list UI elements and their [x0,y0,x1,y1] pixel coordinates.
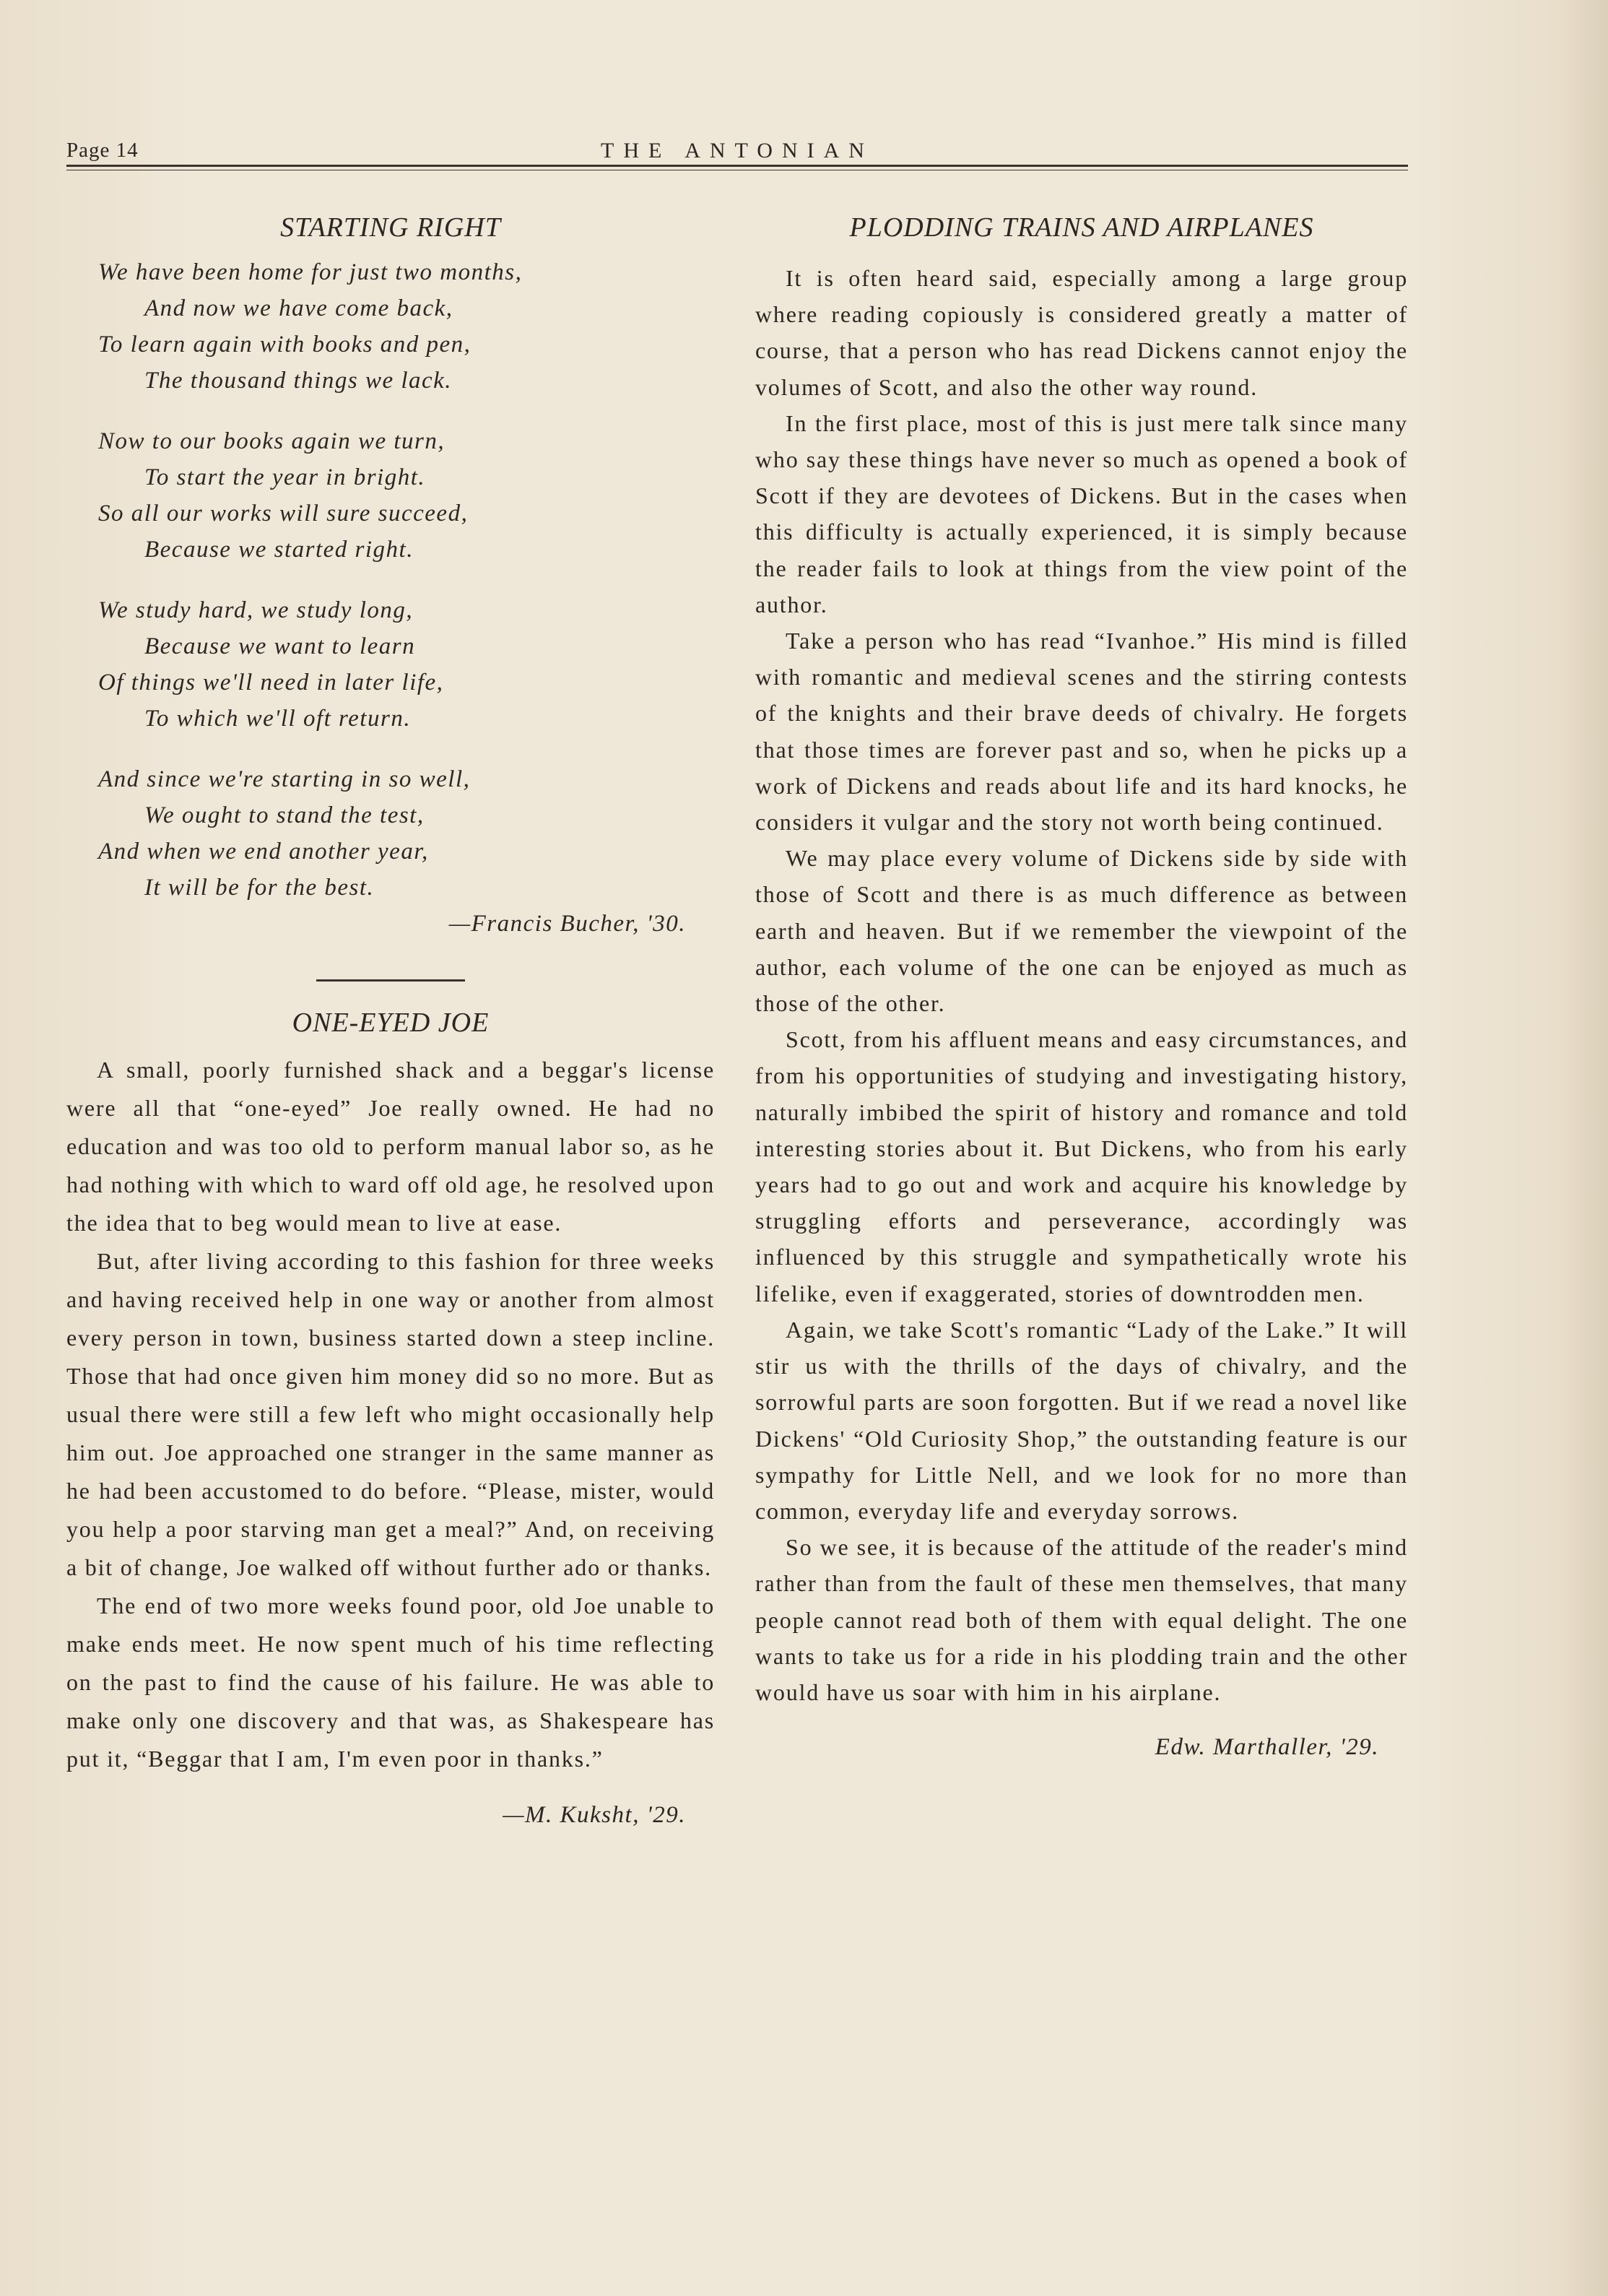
essay-paragraph: Take a person who has read “Ivanhoe.” His mind is filled with romantic and medieval scenes and the stirring contests of the knights and their brave deeds of chivalry. He forgets that those times are forever past and so, when he picks up a work of Dickens and reads about life and its hard knocks, he considers it vulgar and the story not worth being continued. [755,628,1408,836]
poem-line: Of things we'll need in later life, [98,670,444,696]
essay-title: PLODDING TRAINS AND AIRPLANES [849,212,1314,243]
poem-line: The thousand things we lack. [144,368,453,394]
poem-line: And now we have come back, [144,295,453,321]
poem-line: And when we end another year, [98,839,429,865]
page-number: Page 14 [66,139,139,162]
poem-stanza [66,592,715,737]
essay-paragraph: We may place every volume of Dickens side by side with those of Scott and there is as much difference as between earth and heaven. But if we remember the viewpoint of the author, each volume of the one can be enjoyed as much as those of the other. [755,845,1408,1017]
poem-line: So all our works will sure succeed, [98,501,469,527]
story-paragraph: The end of two more weeks found poor, old Joe unable to make ends meet. He now spent much of his time reflecting on the past to find the cause of his failure. He was able to make only one discovery and that was, as Shakespeare has put it, “Beggar that I am, I'm even poor in thanks.” [66,1593,715,1772]
poem-line: Now to our books again we turn, [98,428,446,454]
poem-line: Because we want to learn [144,633,416,659]
essay-paragraph: Again, we take Scott's romantic “Lady of the Lake.” It will stir us with the thrills of the days of chivalry, and the sorrowful parts are soon forgotten. But if we read a novel like Dickens' “Old Curiosity Shop,” the outstanding feature is our sympathy for Little Nell, and we look for no more than common, everyday life and everyday sorrows. [755,1316,1408,1524]
poem-line: To learn again with books and pen, [98,332,471,358]
essay-paragraph: It is often heard said, especially among a large group where reading copiously is considered greatly a matter of course, that a person who has read Dickens cannot enjoy the volumes of Scott, and also the other way round. [755,265,1408,400]
right-column [755,209,1408,1765]
poem-line: It will be for the best. [144,875,375,901]
essay-author: Edw. Marthaller, '29. [1155,1734,1379,1761]
poem-line: We ought to stand the test, [144,802,425,828]
story-author: —M. Kuksht, '29. [503,1802,686,1828]
story-paragraph: But, after living according to this fashion for three weeks and having received help in one way or another from almost every person in town, business started down a steep incline. Those that had once given him money did so no more. But as usual there were still a few left who might occasionally help him out. Joe approached one stranger in the same manner as he had been accustomed to do before. “Please, mister, would you help a poor starving man get a meal?” And, on receiving a bit of change, Joe walked off without further ado or thanks. [66,1248,715,1580]
section-divider [316,979,465,982]
essay-paragraph: Scott, from his affluent means and easy circumstances, and from his opportunities of studying and investigating history, naturally imbibed the spirit of history and romance and told interesting stories about it. But Dickens, who from his early years had to go out and work and acquire his knowledge by struggling efforts and perseverance, accordingly was influenced by this struggle and sympathetically wrote his lifelike, even if exaggerated, stories of downtrodden men. [755,1026,1408,1307]
story-body [66,1051,715,1778]
page-header [66,139,1408,168]
poem-stanza [66,761,715,906]
poem-title: STARTING RIGHT [280,212,501,243]
poem-author: —Francis Bucher, '30. [448,911,686,937]
essay-paragraph: So we see, it is because of the attitude of the reader's mind rather than from the fault of these men themselves, that many people cannot read both of them with equal delight. The one wants to take us for a ride in his plodding train and the other would have us soar with him in his airplane. [755,1534,1408,1705]
essay-paragraph: In the first place, most of this is just mere talk since many who say these things have never so much as opened a book of Scott if they are devotees of Dickens. But in the cases when this difficulty is actually experienced, it is simply because the reader fails to look at things from the view point of the author. [755,410,1408,618]
story-paragraph: A small, poorly furnished shack and a beggar's license were all that “one-eyed” Joe really owned. He had no education and was too old to perform manual labor so, as he had nothing with which to ward off old age, he resolved upon the idea that to beg would mean to live at ease. [66,1057,715,1236]
poem-line: We have been home for just two months, [98,259,523,285]
poem-line: To which we'll oft return. [144,706,412,732]
header-rule-thick [66,165,1408,167]
publication-title: THE ANTONIAN [601,139,874,163]
poem [66,254,715,906]
poem-line: To start the year in bright. [144,464,426,490]
essay-body [755,260,1408,1710]
page-edge-shadow [1557,0,1608,2296]
poem-line: And since we're starting in so well, [98,766,471,792]
poem-stanza [66,423,715,568]
left-column [66,209,715,1833]
story-title: ONE-EYED JOE [292,1008,490,1038]
poem-line: We study hard, we study long, [98,597,414,623]
poem-stanza [66,254,715,399]
poem-line: Because we started right. [144,537,414,563]
